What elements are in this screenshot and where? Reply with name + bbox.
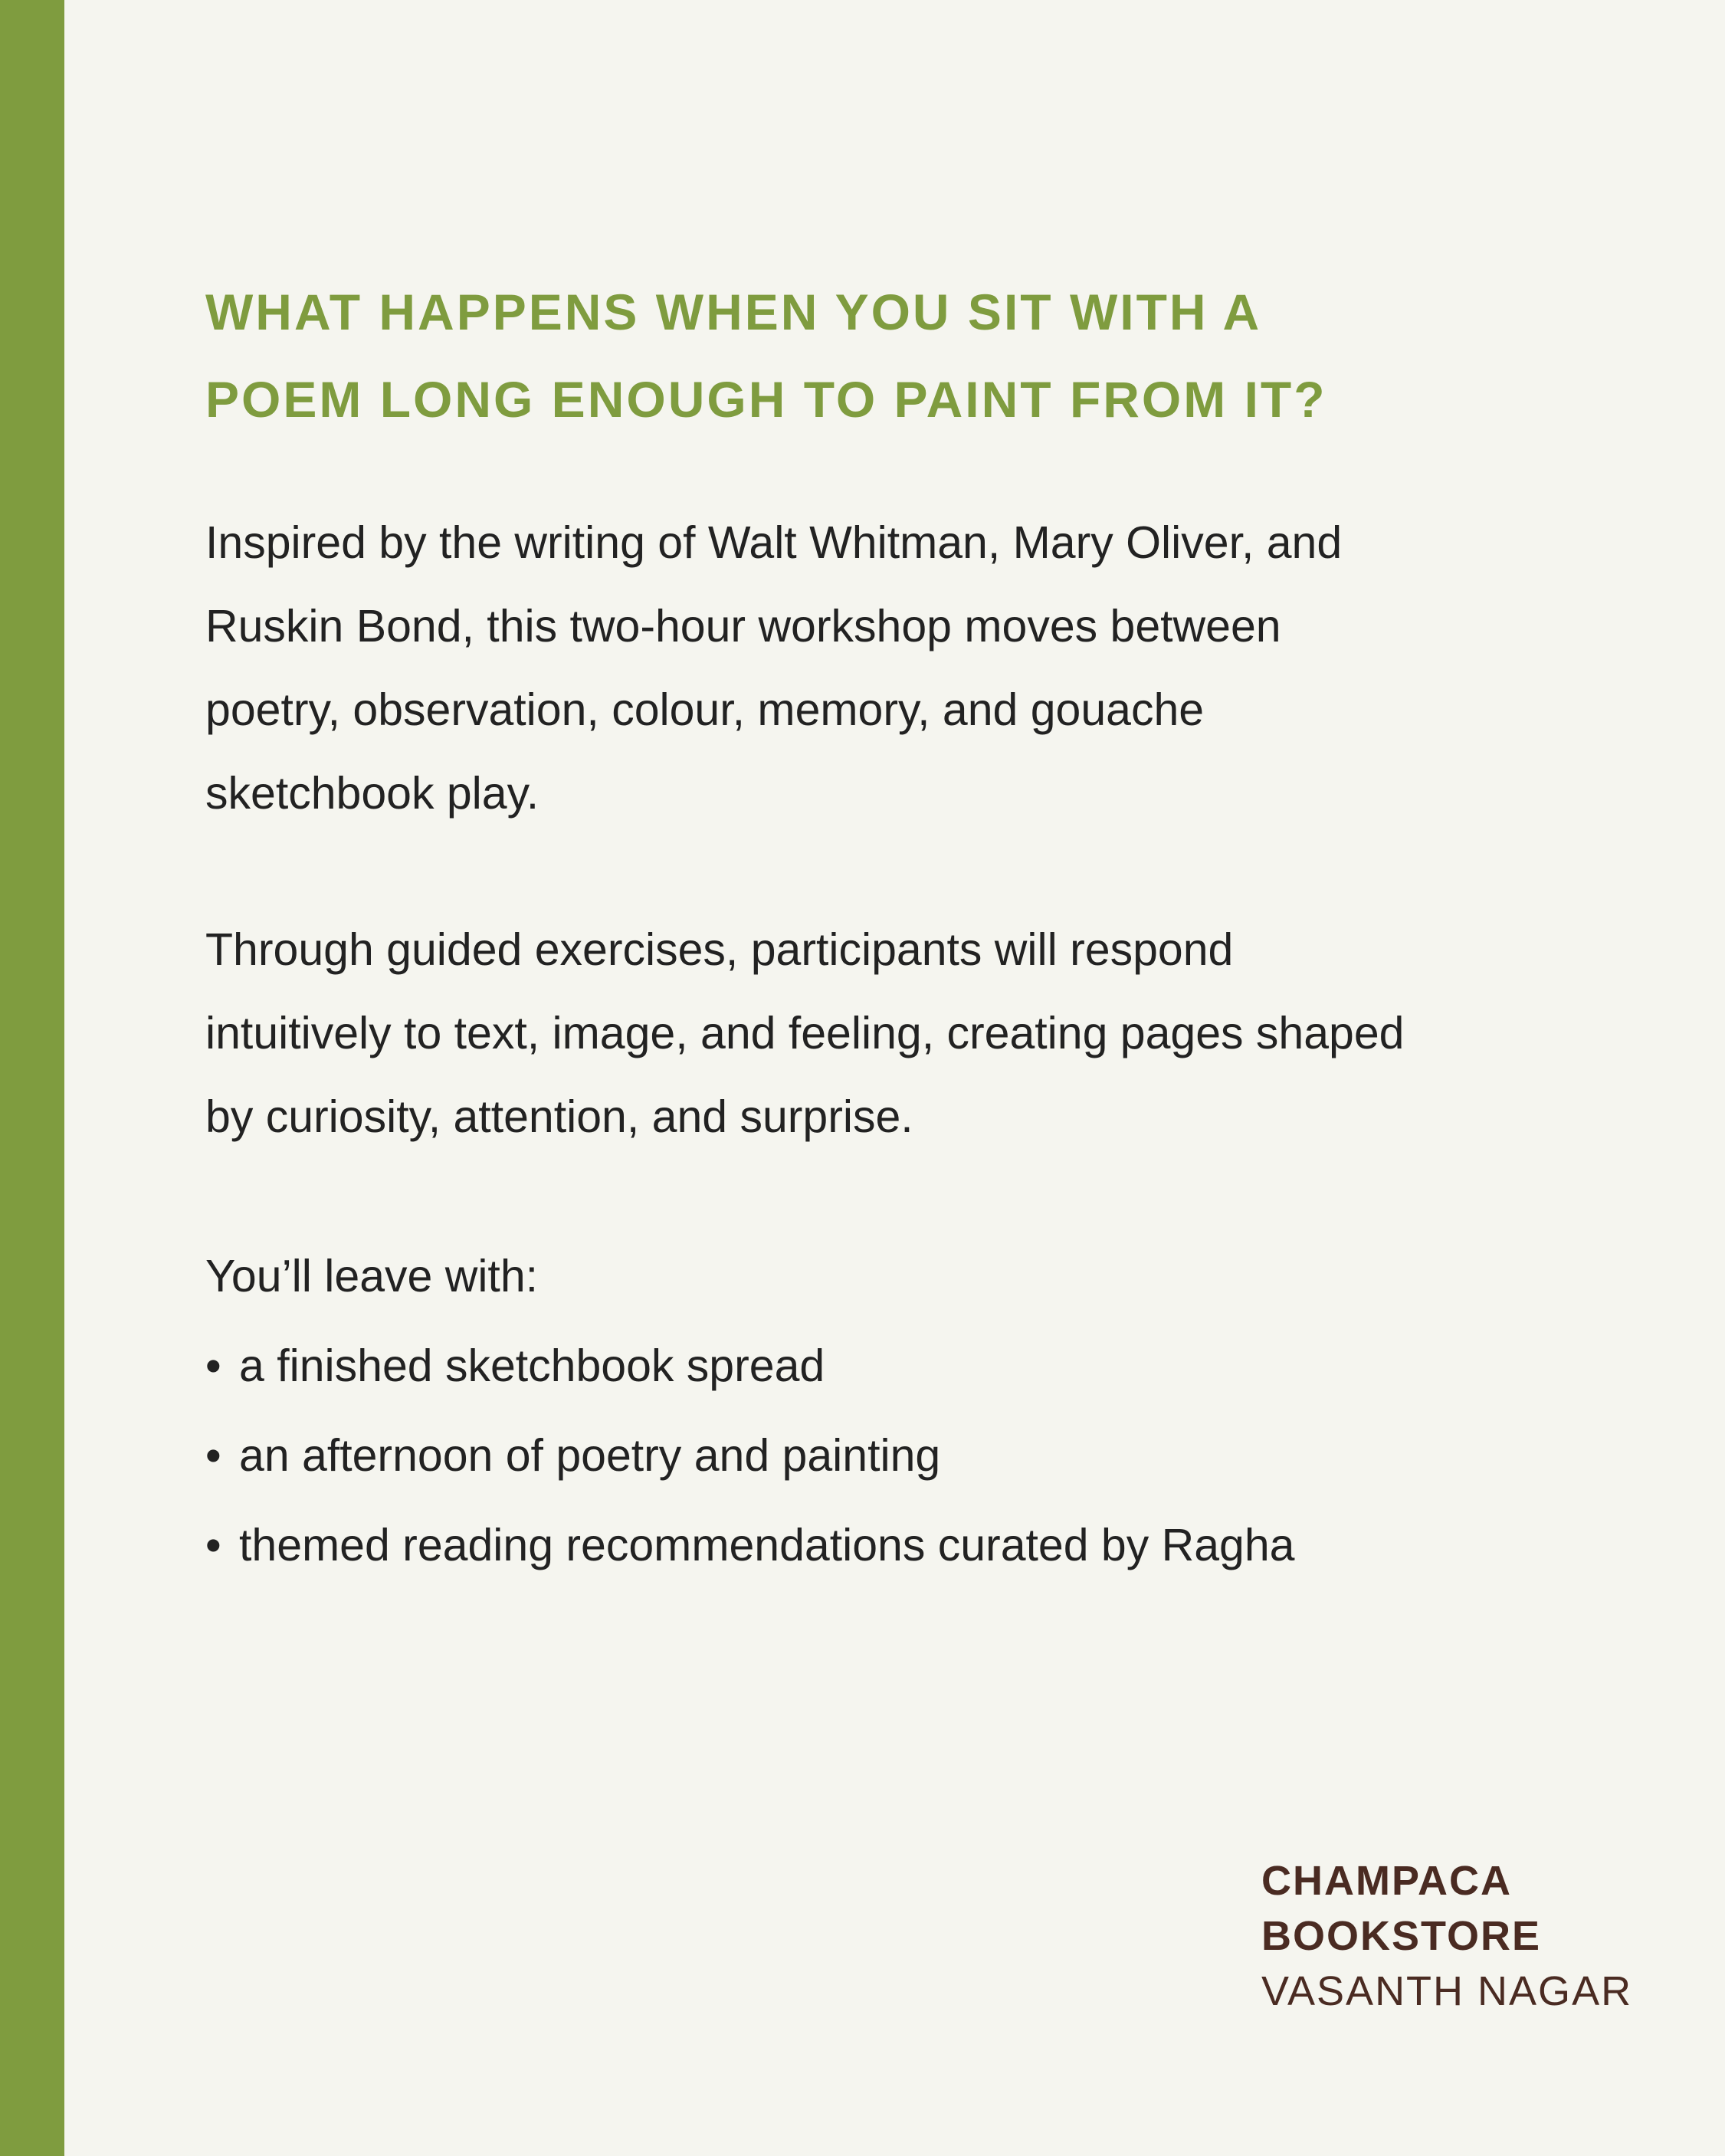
takeaway-text: a finished sketchbook spread [239, 1341, 825, 1391]
headline [205, 268, 1569, 443]
exercises-line: intuitively to text, image, and feeling, creating pages shaped [205, 1008, 1405, 1058]
intro-line: Inspired by the writing of Walt Whitman, Mary Oliver, and [205, 517, 1343, 568]
intro-line: sketchbook play. [205, 768, 539, 819]
bullet-icon: • [205, 1341, 221, 1391]
takeaway-item [205, 1501, 1569, 1590]
green-side-bar [0, 0, 64, 2156]
intro-line: Ruskin Bond, this two-hour workshop moves between [205, 601, 1281, 651]
takeaway-text: themed reading recommendations curated by Ragha [239, 1520, 1295, 1570]
takeaway-item [205, 1411, 1569, 1501]
intro-line: poetry, observation, colour, memory, and gouache [205, 684, 1205, 735]
exercises-line: Through guided exercises, participants will respond [205, 924, 1234, 975]
takeaway-text: an afternoon of poetry and painting [239, 1430, 941, 1481]
intro-paragraph [205, 501, 1569, 835]
store-signature [1261, 1853, 1632, 2019]
content-area [205, 268, 1569, 1590]
store-name-line-1: CHAMPACA [1261, 1858, 1512, 1904]
store-name-line-2: BOOKSTORE [1261, 1913, 1542, 1959]
exercises-paragraph [205, 908, 1569, 1159]
takeaway-item [205, 1321, 1569, 1411]
headline-line-2: POEM LONG ENOUGH TO PAINT FROM IT? [205, 371, 1327, 428]
store-location: VASANTH NAGAR [1261, 1968, 1633, 2014]
takeaways-heading: You’ll leave with: [205, 1251, 539, 1301]
headline-line-1: WHAT HAPPENS WHEN YOU SIT WITH A [205, 284, 1262, 340]
bullet-icon: • [205, 1520, 221, 1570]
takeaways-list [205, 1321, 1569, 1590]
exercises-line: by curiosity, attention, and surprise. [205, 1091, 913, 1142]
bullet-icon: • [205, 1430, 221, 1481]
